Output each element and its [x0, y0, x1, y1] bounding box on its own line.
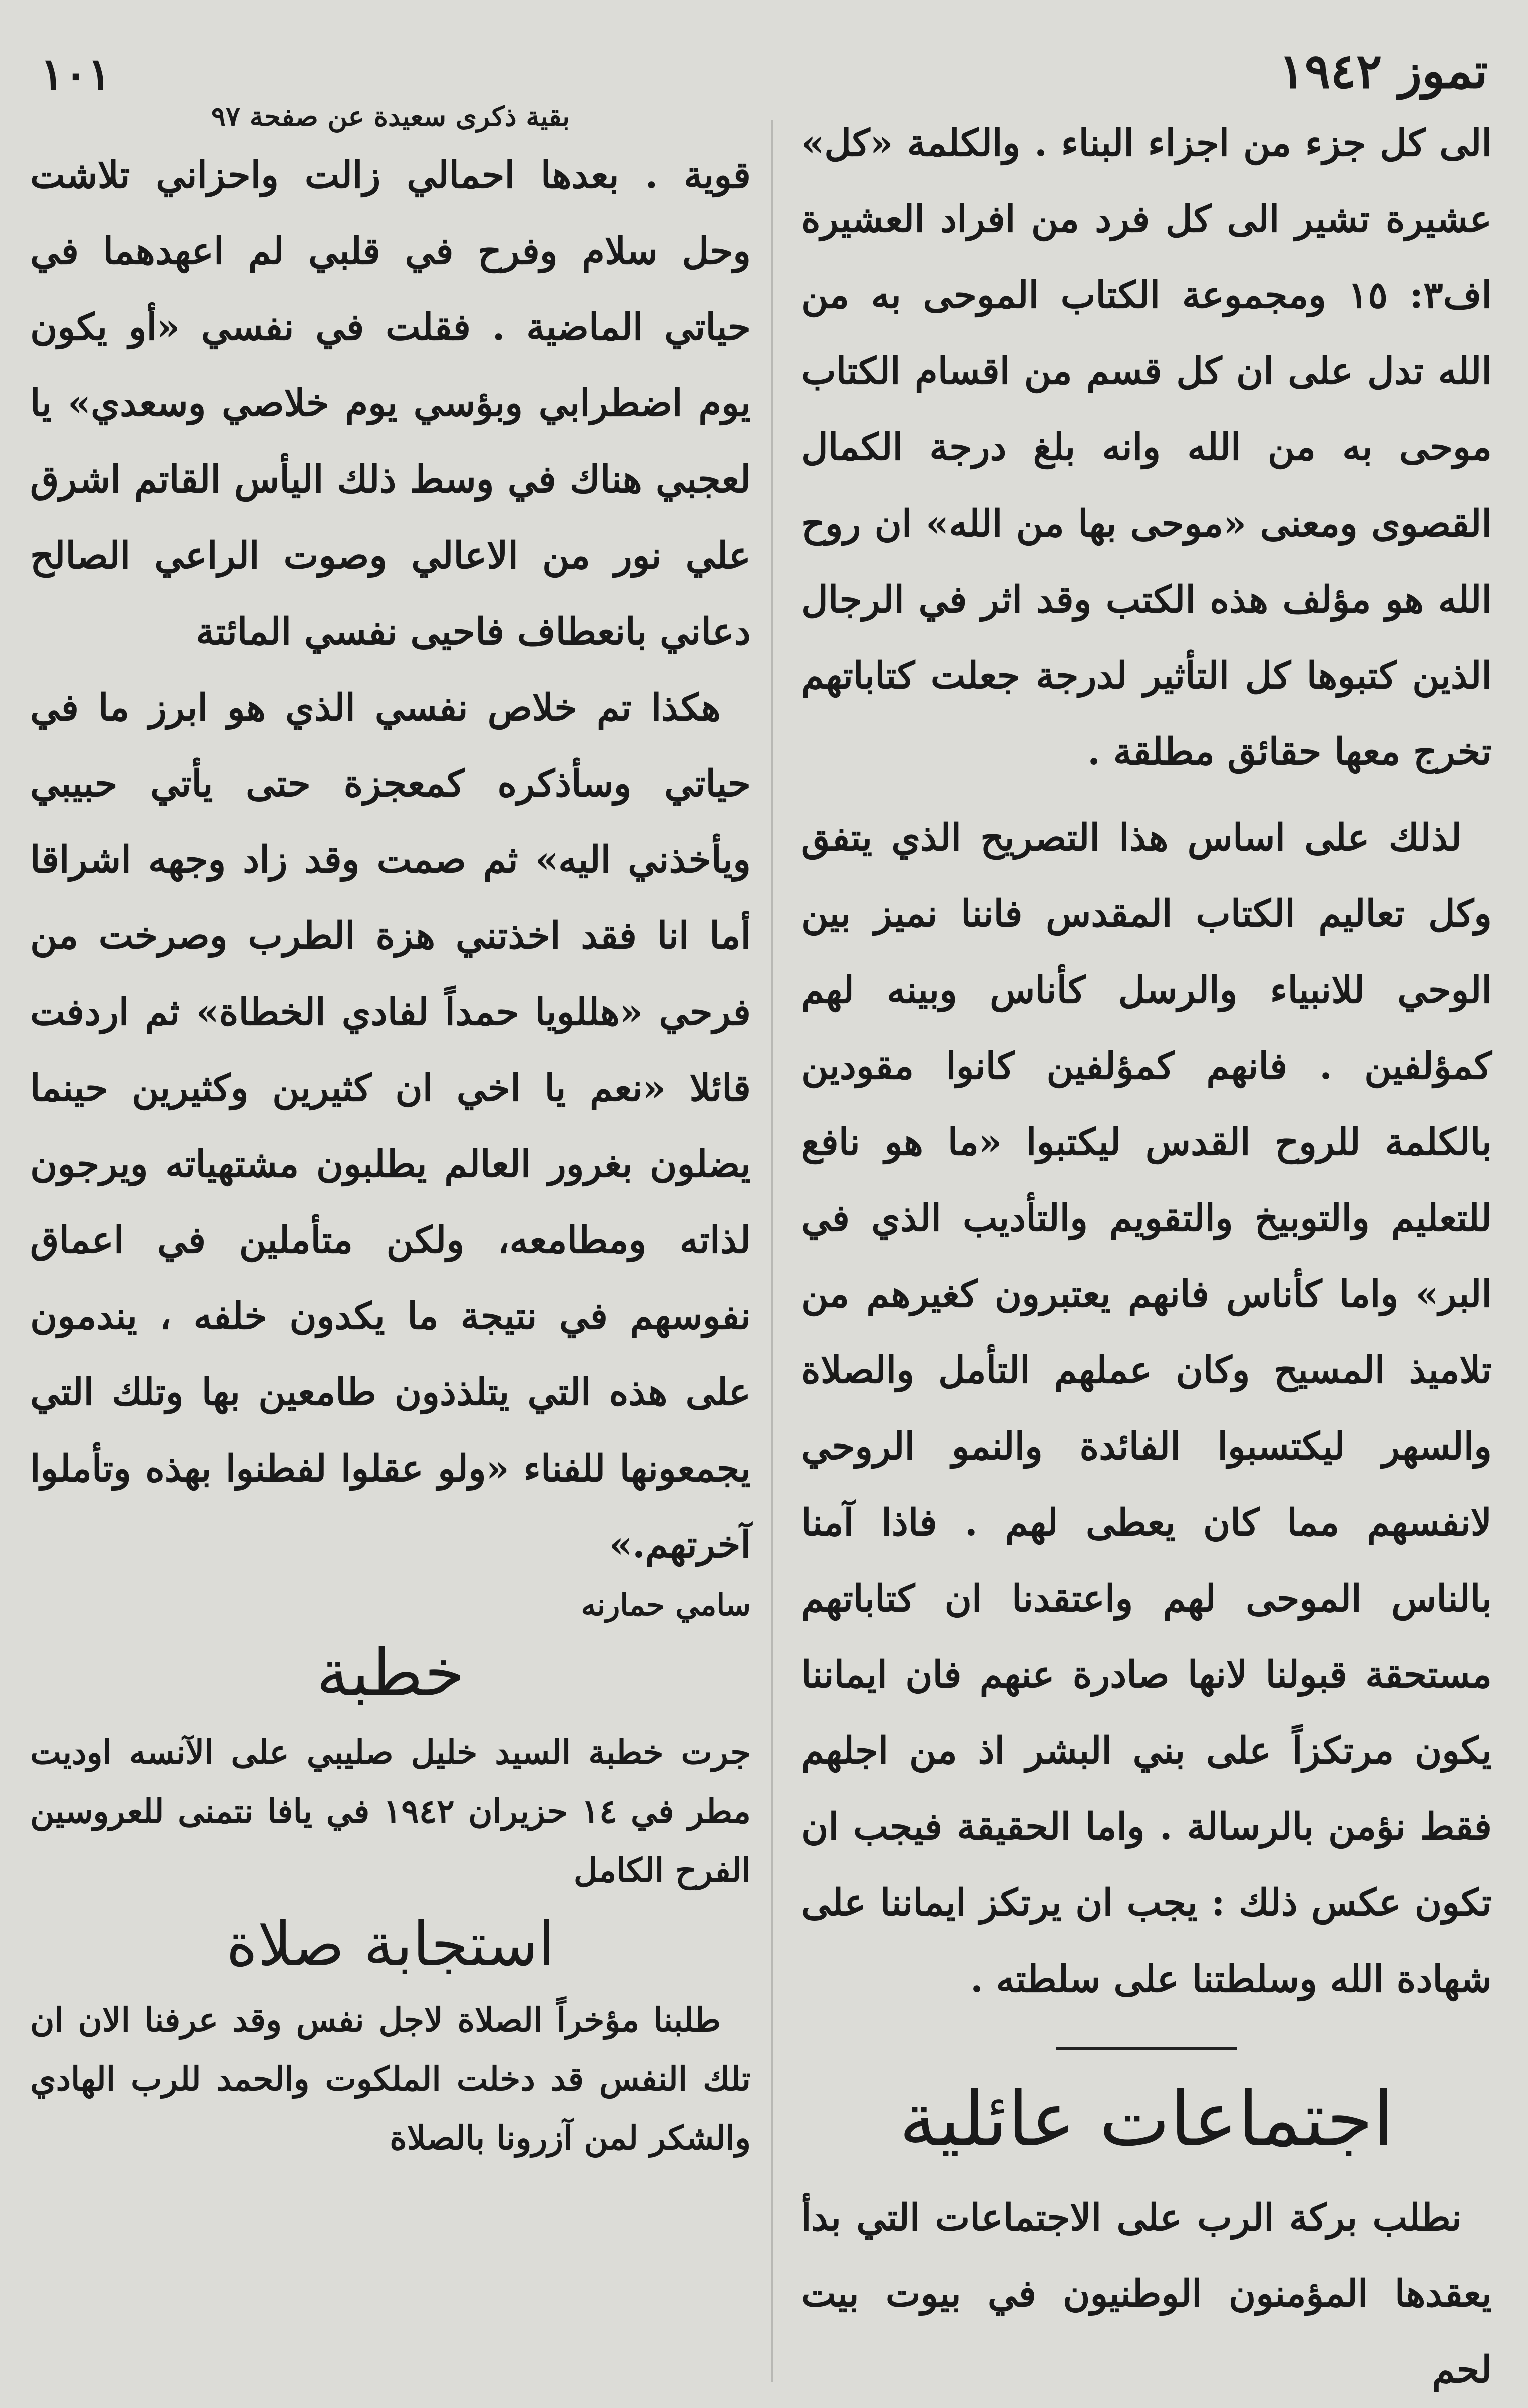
article-paragraph: الى كل جزء من اجزاء البناء . والكلمة «كل» عشيرة تشير الى كل فرد من افراد العشيرة اف٣: ١٥ ومجموعة الكتاب الموحى به من الله تدل على ان كل قسم من اقسام الكتاب موحى به من الله وانه بلغ درجة الكمال القصوى ومعنى «موحى بها من الله» ان روح الله هو مؤلف هذه الكتب وقد اثر في الرجال الذين كتبوها كل التأثير لدرجة جعلت كتاباتهم تخرج معها حقائق مطلقة . [801, 122, 1492, 773]
author-signature: سامي حمارنه [581, 1588, 751, 1623]
engagement-text: جرت خطبة السيد خليل صليبي على الآنسه اوديت مطر في ١٤ حزيران ١٩٤٢ في يافا نتمنى للعروسين الفرح الكامل [30, 1733, 751, 1890]
right-column [801, 105, 1492, 2408]
section-divider [1056, 2047, 1237, 2050]
family-meetings-heading: اجتماعات عائلية [899, 2076, 1394, 2163]
page-number: ١٠١ [40, 48, 111, 100]
story-paragraph: قوية . بعدها احمالي زالت واحزاني تلاشت وحل سلام وفرح في قلبي لم اعهدهما في حياتي الماضية . فقلت في نفسي «أو يكون يوم اضطرابي وبؤسي يوم خلاصي وسعدي» يا لعجبي هناك في وسط ذلك اليأس القاتم اشرق علي نور من الاعالي وصوت الراعي الصالح دعاني بانعطاف فاحيى نفسي المائتة [30, 154, 751, 653]
answered-prayer-heading: استجابة صلاة [226, 1910, 555, 1980]
article-paragraph: لذلك على اساس هذا التصريح الذي يتفق وكل تعاليم الكتاب المقدس فاننا نميز بين الوحي للانبياء والرسل كأناس وبينه لهم كمؤلفين . فانهم كمؤلفين كانوا مقودين بالكلمة للروح القدس ليكتبوا «ما هو نافع للتعليم والتوبيخ والتقويم والتأديب الذي في البر» واما كأناس فانهم يعتبرون كغيرهم من تلاميذ المسيح وكان عملهم التأمل والصلاة والسهر ليكتسبوا الفائدة والنمو الروحي لانفسهم مما كان يعطى لهم . فاذا آمنا بالناس الموحى لهم واعتقدنا ان كتاباتهم مستحقة قبولنا لانها صادرة عنهم فان ايماننا يكون مرتكزاً على بني البشر اذ من اجلهم فقط نؤمن بالرسالة . واما الحقيقة فيجب ان تكون عكس ذلك : يجب ان يرتكز ايماننا على شهادة الله وسلطتنا على سلطته . [801, 816, 1492, 2001]
family-meetings-text: نطلب بركة الرب على الاجتماعات التي بدأ يعقدها المؤمنون الوطنيون في بيوت بيت لحم [801, 2196, 1492, 2391]
story-paragraph: هكذا تم خلاص نفسي الذي هو ابرز ما في حياتي وسأذكره كمعجزة حتى يأتي حبيبي ويأخذني اليه» ثم صمت وقد زاد وجهه اشراقا أما انا فقد اخذتني هزة الطرب وصرخت من فرحي «هللويا حمداً لفادي الخطاة» ثم اردفت قائلا «نعم يا اخي ان كثيرين وكثيرين حينما يضلون بغرور العالم يطلبون مشتهياته ويرجون لذاته ومطامعه، ولكن متأملين في اعماق نفوسهم في نتيجة ما يكدون خلفه ، يندمون على هذه التي يتلذذون طامعين بها وتلك التي يجمعونها للفناء «ولو عقلوا لفطنوا بهذه وتأملوا آخرتهم.» [30, 686, 751, 1566]
answered-prayer-text: طلبنا مؤخراً الصلاة لاجل نفس وقد عرفنا الان ان تلك النفس قد دخلت الملكوت والحمد للرب الهادي والشكر لمن آزرونا بالصلاة [30, 2000, 751, 2157]
left-column [30, 100, 751, 2167]
issue-date: تموز ١٩٤٢ [1279, 43, 1488, 99]
engagement-heading: خطبة [316, 1635, 465, 1711]
column-divider [771, 120, 773, 2382]
continuation-note: بقية ذكرى سعيدة عن صفحة ٩٧ [211, 100, 570, 132]
